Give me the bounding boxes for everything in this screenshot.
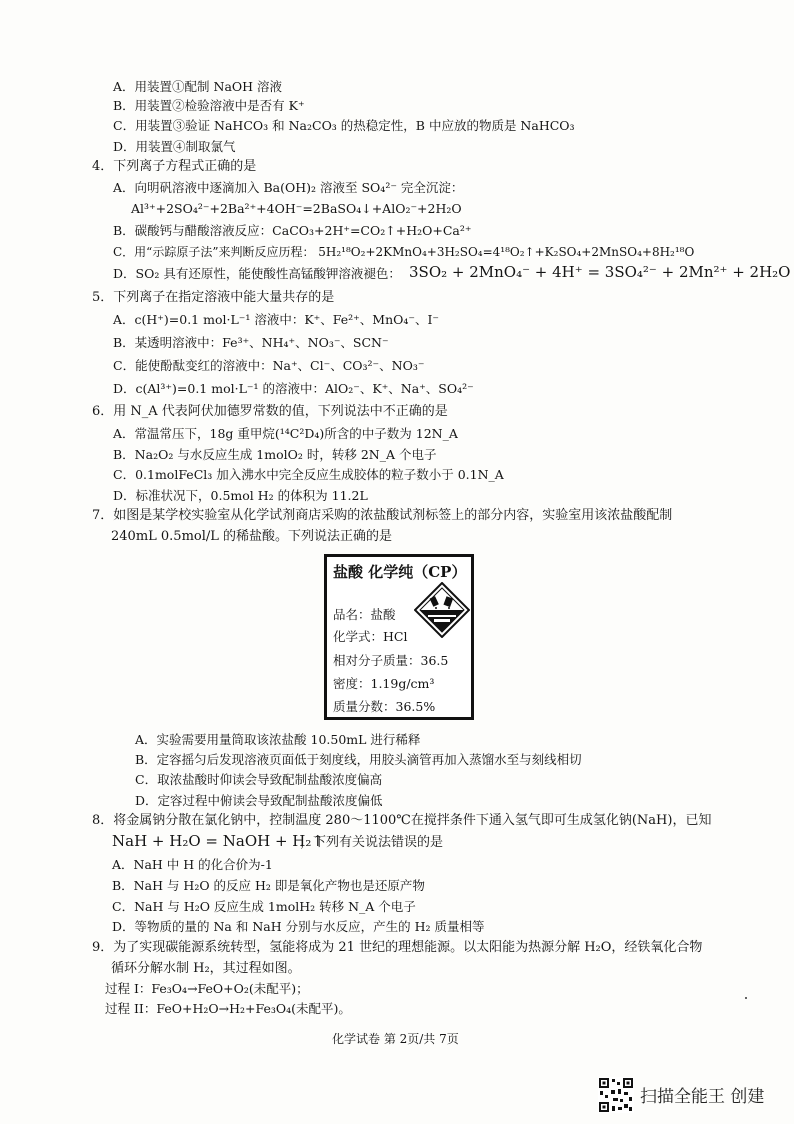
reagent-label-title: 盐酸 化学纯（CP） xyxy=(333,563,467,581)
q6-option-a: A．常温常压下，18g 重甲烷(¹⁴C²D₄)所含的中子数为 12N_A xyxy=(113,426,458,441)
q6-stem: 6．用 N_A 代表阿伏加德罗常数的值，下列说法中不正确的是 xyxy=(92,404,448,419)
corrosive-hazard-icon xyxy=(414,582,470,638)
q4-option-d: D．SO₂ 具有还原性，能使酸性高锰酸钾溶液褪色： xyxy=(113,266,401,281)
q7-option-d: D．定容过程中俯读会导致配制盐酸浓度偏低 xyxy=(135,793,383,808)
q3-option-d: D．用装置④制取氯气 xyxy=(113,139,236,154)
q5-option-b: B．某透明溶液中：Fe³⁺、NH₄⁺、NO₃⁻、SCN⁻ xyxy=(113,335,389,350)
q7-stem-line2: 240mL 0.5mol/L 的稀盐酸。下列说法正确的是 xyxy=(111,529,393,544)
q8-option-a: A．NaH 中 H 的化合价为-1 xyxy=(112,857,273,872)
scanner-watermark: 扫描全能王 创建 xyxy=(640,1087,765,1107)
q5-option-d: D．c(Al³⁺)=0.1 mol·L⁻¹ 的溶液中：AlO₂⁻、K⁺、Na⁺、SO₄²⁻ xyxy=(113,381,474,396)
q7-option-c: C．取浓盐酸时仰读会导致配制盐酸浓度偏高 xyxy=(135,772,383,787)
q6-option-d: D．标准状况下，0.5mol H₂ 的体积为 11.2L xyxy=(113,488,368,503)
reagent-label-molar-mass: 相对分子质量：36.5 xyxy=(333,653,449,668)
q4-option-a: A．向明矾溶液中逐滴加入 Ba(OH)₂ 溶液至 SO₄²⁻ 完全沉淀： xyxy=(113,180,464,195)
q4-stem: 4．下列离子方程式正确的是 xyxy=(92,159,257,174)
q8-equation: NaH + H₂O = NaOH + H₂↑ xyxy=(112,832,324,850)
q8-option-d: D．等物质的量的 Na 和 NaH 分别与水反应，产生的 H₂ 质量相等 xyxy=(112,919,485,934)
q5-stem: 5．下列离子在指定溶液中能大量共存的是 xyxy=(92,290,335,305)
reagent-label-formula: 化学式：HCl xyxy=(333,629,408,644)
q8-option-b: B．NaH 与 H₂O 的反应 H₂ 即是氧化产物也是还原产物 xyxy=(112,878,425,893)
reagent-label-mass-fraction: 质量分数：36.5% xyxy=(333,699,436,714)
q7-stem-line1: 7．如图是某学校实验室从化学试剂商店采购的浓盐酸试剂标签上的部分内容，实验室用该浓盐酸配制 xyxy=(92,508,673,523)
q8-option-c: C．NaH 与 H₂O 反应生成 1molH₂ 转移 N_A 个电子 xyxy=(112,899,416,914)
page-footer: 化学试卷 第 2页/共 7页 xyxy=(332,1032,459,1046)
q9-process-2: 过程 II：FeO+H₂O→H₂+Fe₃O₄(未配平)。 xyxy=(105,1001,351,1016)
q4-option-c: C．用“示踪原子法”来判断反应历程： 5H₂¹⁸O₂+2KMnO₄+3H₂SO₄=4¹⁸O₂↑+K₂SO₄+2MnSO₄+8H₂¹⁸O xyxy=(113,245,695,259)
q7-option-a: A．实验需要用量筒取该浓盐酸 10.50mL 进行稀释 xyxy=(135,732,421,747)
q8-stem-line1: 8．将金属钠分散在氯化钠中，控制温度 280～1100℃在搅拌条件下通入氢气即可生成氢化钠(NaH)，已知 xyxy=(92,813,712,828)
q9-stem-line2: 循环分解水制 H₂，其过程如图。 xyxy=(111,961,301,976)
q8-stem-line2: ，下列有关说法错误的是 xyxy=(300,835,444,850)
q9-stem-line1: 9．为了实现碳能源系统转型，氢能将成为 21 世纪的理想能源。以太阳能为热源分解 H₂O，经铁氧化合物 xyxy=(92,940,703,955)
q3-option-a: A．用装置①配制 NaOH 溶液 xyxy=(113,79,283,94)
q6-option-b: B．Na₂O₂ 与水反应生成 1molO₂ 时，转移 2N_A 个电子 xyxy=(113,447,437,462)
q6-option-c: C．0.1molFeCl₃ 加入沸水中完全反应生成胶体的粒子数小于 0.1N_A xyxy=(113,467,504,482)
q3-option-c: C．用装置③验证 NaHCO₃ 和 Na₂CO₃ 的热稳定性，B 中应放的物质是 NaHCO₃ xyxy=(113,118,575,133)
reagent-label-density: 密度：1.19g/cm³ xyxy=(333,676,435,691)
q4-option-a-equation: Al³⁺+2SO₄²⁻+2Ba²⁺+4OH⁻=2BaSO₄↓+AlO₂⁻+2H₂O xyxy=(131,201,462,216)
q3-option-b: B．用装置②检验溶液中是否有 K⁺ xyxy=(113,98,305,113)
scan-speck xyxy=(745,997,747,999)
q4-option-b: B．碳酸钙与醋酸溶液反应：CaCO₃+2H⁺=CO₂↑+H₂O+Ca²⁺ xyxy=(113,223,472,238)
q5-option-a: A．c(H⁺)=0.1 mol·L⁻¹ 溶液中：K⁺、Fe²⁺、MnO₄⁻、I⁻ xyxy=(113,312,440,327)
q7-option-b: B．定容摇匀后发现溶液页面低于刻度线，用胶头滴管再加入蒸馏水至与刻线相切 xyxy=(135,752,582,767)
q4-option-d-equation: 3SO₂ + 2MnO₄⁻ + 4H⁺ = 3SO₄²⁻ + 2Mn²⁺ + 2H₂O xyxy=(409,263,791,281)
q5-option-c: C．能使酚酞变红的溶液中：Na⁺、Cl⁻、CO₃²⁻、NO₃⁻ xyxy=(113,358,425,373)
qr-code-icon xyxy=(598,1077,634,1113)
reagent-label-name: 品名：盐酸 xyxy=(333,607,396,622)
q9-process-1: 过程 I：Fe₃O₄→FeO+O₂(未配平)； xyxy=(105,981,309,996)
